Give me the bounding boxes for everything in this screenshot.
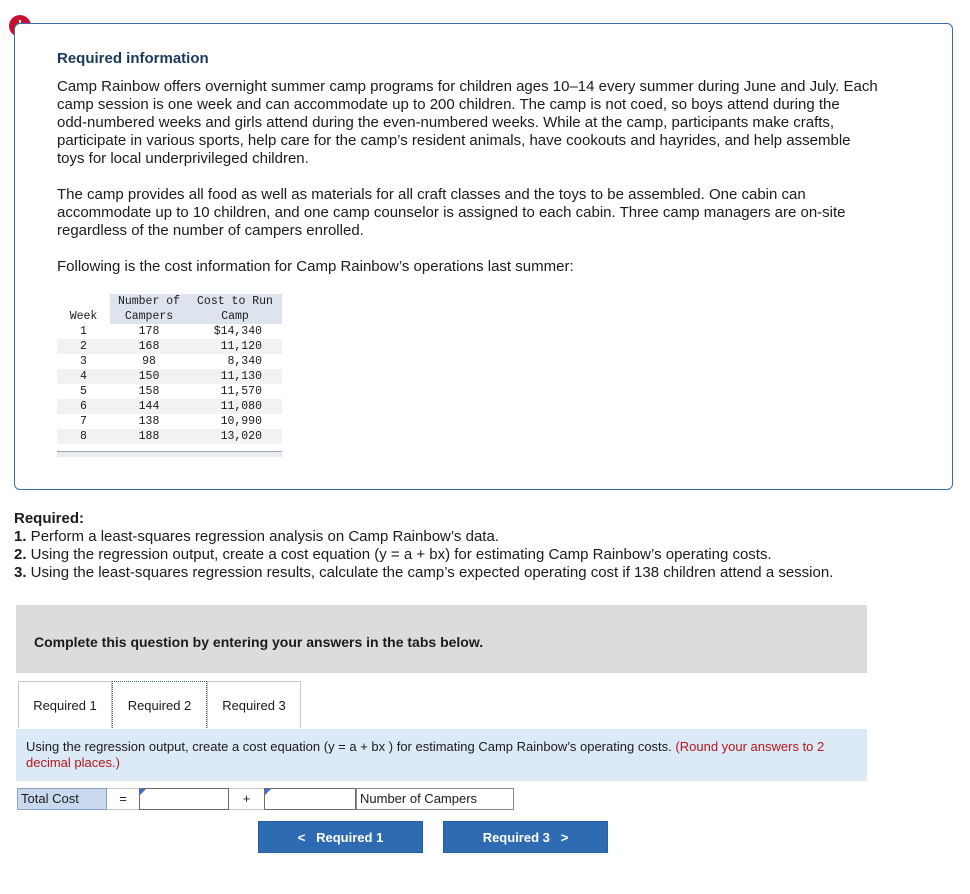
required-item-3	[14, 564, 833, 582]
input-marker-icon	[140, 789, 146, 795]
campers-cell: 178	[138, 325, 160, 338]
item-number: 1.	[14, 528, 27, 545]
table-row	[57, 429, 282, 444]
next-button-label: Required 3	[482, 830, 550, 845]
chevron-right-icon: >	[560, 830, 569, 845]
campers-cell: 168	[110, 339, 188, 354]
campers-cell: 138	[138, 415, 160, 428]
week-cell: 8	[57, 429, 110, 444]
campers-cell: 98	[142, 355, 156, 368]
table-row	[57, 354, 282, 369]
week-cell: 1	[80, 325, 87, 338]
table-row	[57, 369, 282, 384]
week-cell: 5	[80, 385, 87, 398]
item-number: 3.	[14, 564, 27, 581]
cost-cell: 11,080	[188, 399, 282, 414]
prev-required-1-button[interactable]	[258, 821, 423, 853]
item-text: Perform a least-squares regression analysis on Camp Rainbow’s data.	[26, 528, 499, 545]
slope-input[interactable]	[264, 788, 356, 810]
week-cell: 7	[80, 415, 87, 428]
para2-line: The camp provides all food as well as materials for all craft classes and the toys to be assembled. One cabin can	[57, 186, 806, 203]
input-marker-icon	[265, 789, 271, 795]
campers-cell: 188	[110, 429, 188, 444]
table-row	[57, 399, 282, 414]
table-row	[57, 324, 282, 339]
cost-cell: 8,340	[227, 355, 262, 368]
required-information-panel	[14, 23, 953, 490]
header-cell-cost: Camp	[188, 309, 282, 324]
campers-cell: 158	[138, 385, 160, 398]
required-heading: Required:	[14, 510, 85, 527]
cost-cell: 10,990	[220, 415, 262, 428]
campers-cell: 150	[110, 369, 188, 384]
total-cost-label: Total Cost	[17, 788, 107, 810]
next-required-3-button[interactable]	[443, 821, 608, 853]
chevron-left-icon: <	[297, 830, 306, 845]
header-cell: Number of	[110, 294, 188, 309]
table-scrollbar[interactable]	[57, 451, 282, 457]
item-number: 2.	[14, 546, 27, 563]
tab-required-3[interactable]: Required 3	[207, 681, 301, 728]
item-text: Using the least-squares regression results, calculate the camp’s expected operating cost if 138 children attend a session.	[26, 564, 834, 581]
required-item-2	[14, 546, 772, 564]
para1-line: odd-numbered weeks and girls attend during the even-numbered weeks. While at the camp, participants make crafts,	[57, 114, 835, 131]
instruction-box	[16, 729, 867, 781]
number-of-campers-label: Number of Campers	[356, 788, 514, 810]
table-row	[57, 339, 282, 354]
plus-sign: +	[229, 788, 264, 810]
table-row	[57, 414, 282, 429]
header-cell-week: Week	[57, 309, 110, 324]
para1-line: camp session is one week and can accommodate up to 200 children. The camp is not coed, so boys attend during the	[57, 96, 840, 113]
instruction-text: Using the regression output, create a cost equation (y = a + bx ) for estimating Camp Rainbow’s operating costs.	[26, 739, 672, 754]
tab-required-2[interactable]: Required 2	[112, 681, 207, 728]
para2-line: accommodate up to 10 children, and one camp counselor is assigned to each cabin. Three camp managers are on-site	[57, 204, 846, 221]
para1-line: toys for local underprivileged children.	[57, 150, 309, 167]
required-item-1	[14, 528, 499, 546]
prev-button-label: Required 1	[316, 830, 384, 845]
week-cell: 6	[57, 399, 110, 414]
cost-cell: $14,340	[213, 325, 262, 338]
banner-text: Complete this question by entering your answers in the tabs below.	[34, 634, 484, 650]
cost-cell: 11,570	[220, 385, 262, 398]
table-row	[57, 384, 282, 399]
cost-table	[57, 294, 282, 457]
para1-line: Camp Rainbow offers overnight summer camp programs for children ages 10–14 every summer during June and July. Each	[57, 78, 878, 95]
equals-sign: =	[107, 788, 139, 810]
header-cell	[57, 294, 110, 309]
header-cell: Cost to Run	[188, 294, 282, 309]
week-cell: 2	[57, 339, 110, 354]
info-title: Required information	[57, 50, 209, 67]
complete-question-banner	[16, 605, 867, 673]
cost-cell: 11,120	[188, 339, 282, 354]
cost-cell: 13,020	[188, 429, 282, 444]
info-paragraph-1	[57, 78, 917, 168]
info-paragraph-2	[57, 186, 917, 240]
week-cell: 3	[80, 355, 87, 368]
para2-line: regardless of the number of campers enrolled.	[57, 222, 364, 239]
campers-cell: 144	[110, 399, 188, 414]
tab-required-1[interactable]: Required 1	[18, 681, 112, 728]
item-text: Using the regression output, create a cost equation (y = a + bx) for estimating Camp Rainbow’s operating costs.	[26, 546, 772, 563]
info-paragraph-3: Following is the cost information for Camp Rainbow’s operations last summer:	[57, 258, 574, 275]
week-cell: 4	[57, 369, 110, 384]
intercept-input[interactable]	[139, 788, 229, 810]
cost-cell: 11,130	[188, 369, 282, 384]
rounding-note: (Round your answers to 2 decimal places.)	[26, 739, 825, 770]
para1-line: participate in various sports, help care for the camp’s resident animals, have cookouts and hayrides, and help assemble	[57, 132, 851, 149]
header-cell-campers: Campers	[110, 309, 188, 324]
